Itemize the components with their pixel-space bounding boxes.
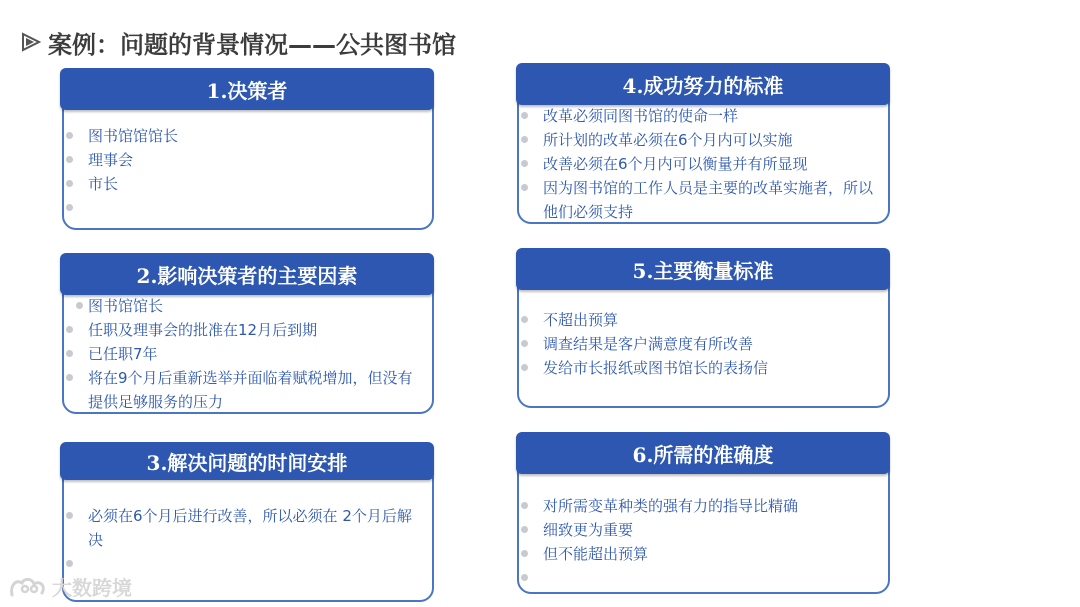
card-items	[519, 494, 888, 566]
bullet-icon	[66, 180, 73, 187]
list-item: 因为图书馆的工作人员是主要的改革实施者，所以他们必须支持	[519, 176, 888, 224]
card-items	[519, 104, 888, 224]
bullet-icon	[66, 350, 73, 357]
list-item: 任职及理事会的批准在12月后到期	[64, 318, 432, 342]
list-item: 发给市长报纸或图书馆长的表扬信	[519, 356, 888, 380]
card-decision-makers	[62, 92, 434, 230]
list-item: 调查结果是客户满意度有所改善	[519, 332, 888, 356]
watermark-text: 大数跨境	[52, 576, 132, 600]
bullet-icon	[66, 204, 73, 211]
bullet-icon	[521, 184, 528, 191]
list-item: 将在9个月后重新选举并面临着赋税增加，但没有提供足够服务的压力	[64, 366, 432, 414]
list-item: 图书馆馆长	[64, 294, 432, 318]
card-items	[64, 124, 432, 196]
bullet-icon	[521, 550, 528, 557]
bullet-icon	[521, 136, 528, 143]
bullet-icon	[521, 112, 528, 119]
bullet-icon	[76, 302, 83, 309]
card-header-decision-makers: 1.决策者	[60, 68, 434, 110]
bullet-icon	[521, 340, 528, 347]
watermark	[8, 572, 132, 601]
slide-title-text: 案例：问题的背景情况——公共图书馆	[48, 30, 456, 59]
card-influencing-factors	[62, 276, 434, 414]
list-item: 必须在6个月后进行改善，所以必须在 2个月后解决	[64, 504, 432, 552]
logo-icon	[8, 575, 48, 599]
bullet-icon	[521, 364, 528, 371]
bullet-icon	[66, 156, 73, 163]
list-item: 不超出预算	[519, 308, 888, 332]
card-header-success-criteria: 4.成功努力的标准	[516, 63, 890, 105]
bullet-icon	[521, 526, 528, 533]
card-required-accuracy	[517, 456, 890, 594]
list-item: 所计划的改革必须在6个月内可以实施	[519, 128, 888, 152]
bullet-icon	[521, 502, 528, 509]
list-item: 理事会	[64, 148, 432, 172]
slide-title	[20, 22, 456, 62]
list-item: 对所需变革种类的强有力的指导比精确	[519, 494, 888, 518]
bullet-icon	[66, 560, 73, 567]
card-header-influencing-factors: 2.影响决策者的主要因素	[60, 253, 434, 295]
card-main-measures	[517, 270, 890, 408]
list-item: 细致更为重要	[519, 518, 888, 542]
bullet-icon	[66, 374, 73, 381]
card-header-timeline: 3.解决问题的时间安排	[60, 442, 434, 480]
list-item: 但不能超出预算	[519, 542, 888, 566]
list-item: 图书馆馆馆长	[64, 124, 432, 148]
bullet-icon	[521, 160, 528, 167]
list-item: 改善必须在6个月内可以衡量并有所显现	[519, 152, 888, 176]
card-items	[64, 294, 432, 414]
list-item: 市长	[64, 172, 432, 196]
list-item: 改革必须同图书馆的使命一样	[519, 104, 888, 128]
bullet-icon	[66, 512, 73, 519]
card-success-criteria	[517, 86, 890, 224]
bullet-icon	[66, 132, 73, 139]
card-header-required-accuracy: 6.所需的准确度	[516, 432, 890, 474]
bullet-icon	[66, 326, 73, 333]
triangle-bullet-icon	[20, 31, 42, 53]
bullet-icon	[521, 574, 528, 581]
card-items	[64, 504, 432, 552]
card-items	[519, 308, 888, 380]
bullet-icon	[521, 316, 528, 323]
list-item: 已任职7年	[64, 342, 432, 366]
card-header-main-measures: 5.主要衡量标准	[516, 248, 890, 290]
